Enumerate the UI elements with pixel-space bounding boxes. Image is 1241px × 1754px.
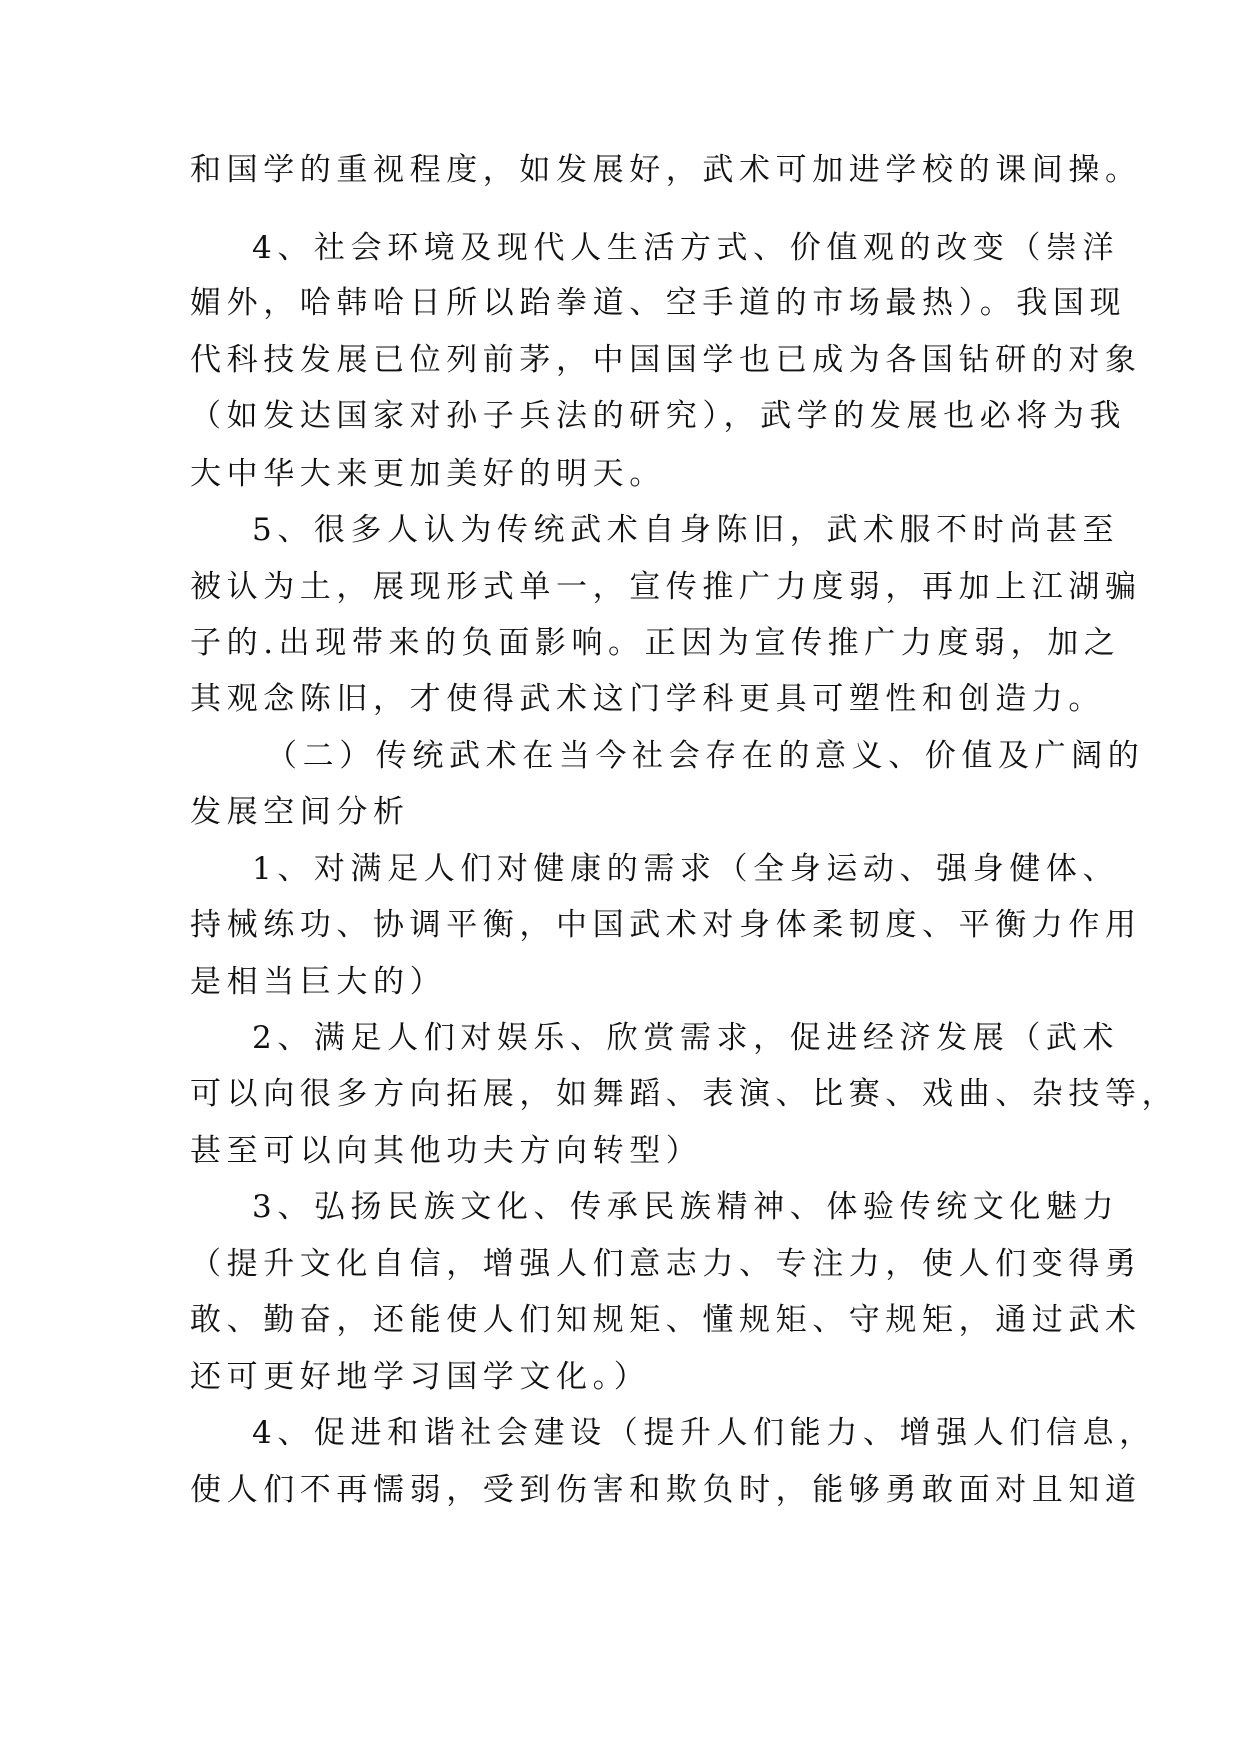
text-line: 甚至可以向其他功夫方向转型） (190, 1133, 703, 1169)
text-line: 还可更好地学习国学文化。） (190, 1359, 651, 1395)
text-line: 2、满足人们对娱乐、欣赏需求，促进经济发展（武术 (252, 1020, 1120, 1056)
text-line: 媚外，哈韩哈日所以跆拳道、空手道的市场最热）。我国现 (190, 285, 1127, 321)
text-line: 子的.出现带来的负面影响。正因为宣传推广力度弱，加之 (190, 625, 1121, 661)
text-line: 被认为土，展现形式单一，宣传推广力度弱，再加上江湖骗 (190, 569, 1142, 605)
text-line: 敢、勤奋，还能使人们知规矩、懂规矩、守规矩，通过武术 (190, 1302, 1142, 1338)
text-line: 其观念陈旧，才使得武术这门学科更具可塑性和创造力。 (190, 681, 1105, 717)
text-line: 大中华大来更加美好的明天。 (190, 456, 666, 492)
section-heading-continued: 发展空间分析 (190, 794, 410, 830)
text-line: 是相当巨大的） (190, 964, 447, 1000)
text-line: 持械练功、协调平衡，中国武术对身体柔韧度、平衡力作用 (190, 907, 1142, 943)
text-line: 代科技发展已位列前茅，中国国学也已成为各国钻研的对象 (190, 342, 1142, 378)
text-line: 5、很多人认为传统武术自身陈旧，武术服不时尚甚至 (252, 512, 1120, 548)
text-line: 和国学的重视程度，如发展好，武术可加进学校的课间操。 (190, 152, 1142, 188)
text-line: 使人们不再懦弱，受到伤害和欺负时，能够勇敢面对且知道 (190, 1472, 1142, 1508)
section-heading: （二）传统武术在当今社会存在的意义、价值及广阔的 (266, 738, 1145, 774)
text-line: （提升文化自信，增强人们意志力、专注力，使人们变得勇 (190, 1246, 1142, 1282)
text-line: 1、对满足人们对健康的需求（全身运动、强身健体、 (252, 851, 1120, 887)
text-line: 4、社会环境及现代人生活方式、价值观的改变（崇洋 (252, 230, 1120, 266)
text-line: （如发达国家对孙子兵法的研究），武学的发展也必将为我 (190, 398, 1127, 434)
text-line: 3、弘扬民族文化、传承民族精神、体验传统文化魅力 (252, 1189, 1120, 1225)
text-line: 4、促进和谐社会建设（提升人们能力、增强人们信息， (252, 1415, 1156, 1451)
text-line: 可以向很多方向拓展，如舞蹈、表演、比赛、戏曲、杂技等， (190, 1076, 1179, 1112)
